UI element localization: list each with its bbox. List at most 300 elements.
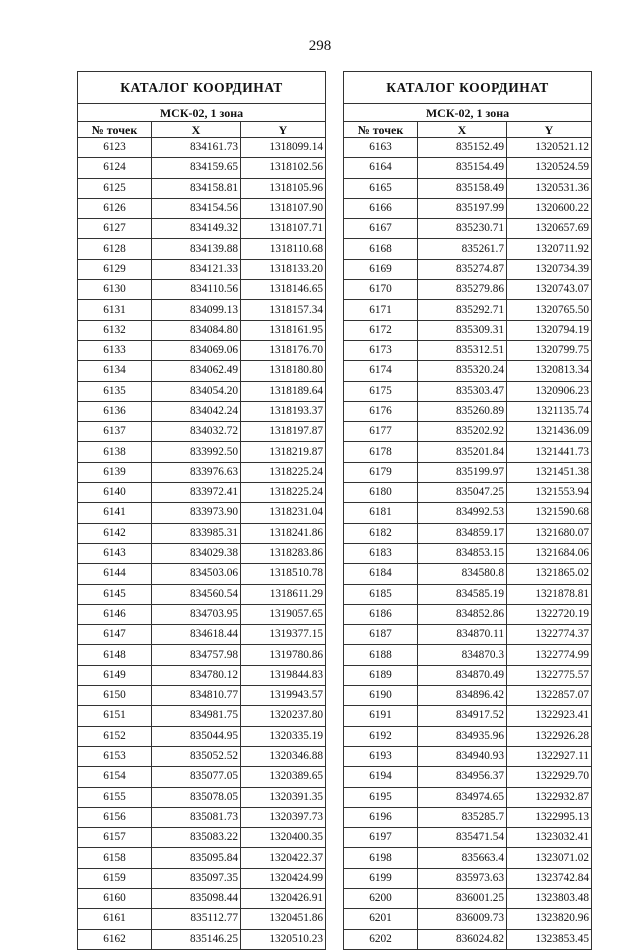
point-number-cell: 6173 [344, 340, 418, 360]
y-coordinate-cell: 1318176.70 [241, 340, 326, 360]
table-row [78, 523, 326, 543]
y-coordinate-cell: 1320397.73 [241, 807, 326, 827]
point-number-cell: 6129 [78, 259, 152, 279]
y-coordinate-cell: 1320510.23 [241, 929, 326, 949]
point-number-cell: 6192 [344, 726, 418, 746]
x-coordinate-cell: 834154.56 [152, 198, 241, 218]
table-row [344, 442, 592, 462]
table-row [78, 706, 326, 726]
catalog-zone: МСК-02, 1 зона [78, 104, 326, 122]
table-row [344, 462, 592, 482]
y-coordinate-cell: 1319943.57 [241, 686, 326, 706]
x-coordinate-cell: 833976.63 [152, 462, 241, 482]
x-coordinate-cell: 836009.73 [418, 909, 507, 929]
y-coordinate-cell: 1320391.35 [241, 787, 326, 807]
x-coordinate-cell: 835098.44 [152, 888, 241, 908]
table-row [344, 564, 592, 584]
point-number-cell: 6124 [78, 158, 152, 178]
y-coordinate-cell: 1321680.07 [507, 523, 592, 543]
table-row [344, 381, 592, 401]
y-coordinate-cell: 1320765.50 [507, 300, 592, 320]
y-coordinate-cell: 1322995.13 [507, 807, 592, 827]
table-row [344, 848, 592, 868]
table-row [78, 219, 326, 239]
y-coordinate-cell: 1323803.48 [507, 888, 592, 908]
table-row [78, 381, 326, 401]
x-coordinate-cell: 833972.41 [152, 483, 241, 503]
x-coordinate-cell: 835973.63 [418, 868, 507, 888]
table-row [78, 665, 326, 685]
y-coordinate-cell: 1320794.19 [507, 320, 592, 340]
point-number-cell: 6134 [78, 361, 152, 381]
table-body [344, 138, 592, 950]
table-row [78, 462, 326, 482]
y-coordinate-cell: 1320906.23 [507, 381, 592, 401]
point-number-cell: 6171 [344, 300, 418, 320]
table-row [78, 625, 326, 645]
table-row [78, 645, 326, 665]
point-number-cell: 6135 [78, 381, 152, 401]
x-coordinate-cell: 835230.71 [418, 219, 507, 239]
table-row [344, 929, 592, 949]
x-coordinate-cell: 834069.06 [152, 340, 241, 360]
table-row [78, 300, 326, 320]
point-number-cell: 6184 [344, 564, 418, 584]
table-row [344, 787, 592, 807]
point-number-cell: 6199 [344, 868, 418, 888]
point-number-cell: 6166 [344, 198, 418, 218]
x-coordinate-cell: 834560.54 [152, 584, 241, 604]
y-coordinate-cell: 1321684.06 [507, 543, 592, 563]
y-coordinate-cell: 1323071.02 [507, 848, 592, 868]
point-number-cell: 6151 [78, 706, 152, 726]
y-coordinate-cell: 1318219.87 [241, 442, 326, 462]
table-body [78, 138, 326, 950]
point-number-cell: 6172 [344, 320, 418, 340]
table-row [344, 198, 592, 218]
table-row [78, 320, 326, 340]
y-coordinate-cell: 1320600.22 [507, 198, 592, 218]
y-coordinate-cell: 1322932.87 [507, 787, 592, 807]
y-coordinate-cell: 1320743.07 [507, 280, 592, 300]
point-number-cell: 6127 [78, 219, 152, 239]
point-number-cell: 6196 [344, 807, 418, 827]
point-number-cell: 6180 [344, 483, 418, 503]
table-row [344, 543, 592, 563]
table-row [344, 239, 592, 259]
x-coordinate-cell: 835199.97 [418, 462, 507, 482]
y-coordinate-cell: 1323853.45 [507, 929, 592, 949]
x-coordinate-cell: 833973.90 [152, 503, 241, 523]
x-coordinate-cell: 835303.47 [418, 381, 507, 401]
table-row [344, 178, 592, 198]
y-coordinate-cell: 1318283.86 [241, 543, 326, 563]
x-coordinate-cell: 835292.71 [418, 300, 507, 320]
x-coordinate-cell: 835097.35 [152, 868, 241, 888]
table-row [344, 625, 592, 645]
column-header-point-number: № точек [78, 122, 152, 138]
point-number-cell: 6168 [344, 239, 418, 259]
table-row [78, 422, 326, 442]
point-number-cell: 6126 [78, 198, 152, 218]
point-number-cell: 6201 [344, 909, 418, 929]
point-number-cell: 6142 [78, 523, 152, 543]
point-number-cell: 6163 [344, 138, 418, 158]
table-row [344, 645, 592, 665]
point-number-cell: 6150 [78, 686, 152, 706]
y-coordinate-cell: 1320335.19 [241, 726, 326, 746]
y-coordinate-cell: 1321865.02 [507, 564, 592, 584]
point-number-cell: 6169 [344, 259, 418, 279]
table-row [78, 686, 326, 706]
table-row [344, 483, 592, 503]
x-coordinate-cell: 834956.37 [418, 767, 507, 787]
column-header-x: X [152, 122, 241, 138]
table-row [344, 909, 592, 929]
table-row [344, 665, 592, 685]
point-number-cell: 6185 [344, 584, 418, 604]
x-coordinate-cell: 835320.24 [418, 361, 507, 381]
y-coordinate-cell: 1320657.69 [507, 219, 592, 239]
point-number-cell: 6183 [344, 543, 418, 563]
table-row [78, 564, 326, 584]
point-number-cell: 6187 [344, 625, 418, 645]
y-coordinate-cell: 1322774.37 [507, 625, 592, 645]
y-coordinate-cell: 1318157.34 [241, 300, 326, 320]
y-coordinate-cell: 1321878.81 [507, 584, 592, 604]
table-row [78, 584, 326, 604]
x-coordinate-cell: 834042.24 [152, 401, 241, 421]
table-row [344, 828, 592, 848]
x-coordinate-cell: 834935.96 [418, 726, 507, 746]
x-coordinate-cell: 834159.65 [152, 158, 241, 178]
table-row [344, 706, 592, 726]
point-number-cell: 6144 [78, 564, 152, 584]
coordinate-catalog-table-left [77, 71, 326, 950]
table-row [78, 848, 326, 868]
x-coordinate-cell: 836024.82 [418, 929, 507, 949]
point-number-cell: 6182 [344, 523, 418, 543]
x-coordinate-cell: 835154.49 [418, 158, 507, 178]
x-coordinate-cell: 834896.42 [418, 686, 507, 706]
y-coordinate-cell: 1323742.84 [507, 868, 592, 888]
point-number-cell: 6141 [78, 503, 152, 523]
point-number-cell: 6160 [78, 888, 152, 908]
table-row [344, 868, 592, 888]
point-number-cell: 6125 [78, 178, 152, 198]
catalog-title: КАТАЛОГ КООРДИНАТ [78, 72, 326, 104]
point-number-cell: 6148 [78, 645, 152, 665]
y-coordinate-cell: 1323820.96 [507, 909, 592, 929]
table-row [78, 483, 326, 503]
point-number-cell: 6132 [78, 320, 152, 340]
point-number-cell: 6140 [78, 483, 152, 503]
x-coordinate-cell: 834852.86 [418, 604, 507, 624]
x-coordinate-cell: 835274.87 [418, 259, 507, 279]
x-coordinate-cell: 835052.52 [152, 746, 241, 766]
y-coordinate-cell: 1318180.80 [241, 361, 326, 381]
y-coordinate-cell: 1322923.41 [507, 706, 592, 726]
point-number-cell: 6123 [78, 138, 152, 158]
x-coordinate-cell: 835158.49 [418, 178, 507, 198]
point-number-cell: 6153 [78, 746, 152, 766]
table-row [344, 320, 592, 340]
table-row [78, 746, 326, 766]
point-number-cell: 6136 [78, 401, 152, 421]
y-coordinate-cell: 1318146.65 [241, 280, 326, 300]
point-number-cell: 6139 [78, 462, 152, 482]
point-number-cell: 6130 [78, 280, 152, 300]
y-coordinate-cell: 1322774.99 [507, 645, 592, 665]
x-coordinate-cell: 834029.38 [152, 543, 241, 563]
point-number-cell: 6152 [78, 726, 152, 746]
y-coordinate-cell: 1320424.99 [241, 868, 326, 888]
y-coordinate-cell: 1320521.12 [507, 138, 592, 158]
table-row [344, 888, 592, 908]
point-number-cell: 6162 [78, 929, 152, 949]
table-row [344, 503, 592, 523]
y-coordinate-cell: 1318225.24 [241, 483, 326, 503]
table-row [78, 909, 326, 929]
point-number-cell: 6197 [344, 828, 418, 848]
point-number-cell: 6149 [78, 665, 152, 685]
point-number-cell: 6194 [344, 767, 418, 787]
x-coordinate-cell: 835081.73 [152, 807, 241, 827]
table-row [344, 340, 592, 360]
coordinate-catalog-table-right [343, 71, 592, 950]
x-coordinate-cell: 834992.53 [418, 503, 507, 523]
x-coordinate-cell: 834870.49 [418, 665, 507, 685]
point-number-cell: 6164 [344, 158, 418, 178]
y-coordinate-cell: 1322929.70 [507, 767, 592, 787]
table-row [78, 259, 326, 279]
table-row [78, 543, 326, 563]
x-coordinate-cell: 835309.31 [418, 320, 507, 340]
table-row [344, 361, 592, 381]
x-coordinate-cell: 834853.15 [418, 543, 507, 563]
table-row [344, 259, 592, 279]
table-row [78, 828, 326, 848]
y-coordinate-cell: 1318197.87 [241, 422, 326, 442]
point-number-cell: 6200 [344, 888, 418, 908]
point-number-cell: 6147 [78, 625, 152, 645]
y-coordinate-cell: 1319780.86 [241, 645, 326, 665]
point-number-cell: 6158 [78, 848, 152, 868]
x-coordinate-cell: 834062.49 [152, 361, 241, 381]
x-coordinate-cell: 835112.77 [152, 909, 241, 929]
point-number-cell: 6170 [344, 280, 418, 300]
y-coordinate-cell: 1318225.24 [241, 462, 326, 482]
table-row [78, 401, 326, 421]
x-coordinate-cell: 835285.7 [418, 807, 507, 827]
point-number-cell: 6191 [344, 706, 418, 726]
table-row [78, 929, 326, 949]
y-coordinate-cell: 1320422.37 [241, 848, 326, 868]
y-coordinate-cell: 1322926.28 [507, 726, 592, 746]
column-header-y: Y [241, 122, 326, 138]
y-coordinate-cell: 1318161.95 [241, 320, 326, 340]
table-row [78, 726, 326, 746]
y-coordinate-cell: 1320531.36 [507, 178, 592, 198]
x-coordinate-cell: 834084.80 [152, 320, 241, 340]
table-row [78, 503, 326, 523]
point-number-cell: 6138 [78, 442, 152, 462]
page-number: 298 [308, 38, 332, 54]
y-coordinate-cell: 1318231.04 [241, 503, 326, 523]
point-number-cell: 6174 [344, 361, 418, 381]
x-coordinate-cell: 835663.4 [418, 848, 507, 868]
y-coordinate-cell: 1320734.39 [507, 259, 592, 279]
x-coordinate-cell: 835202.92 [418, 422, 507, 442]
table-row [78, 868, 326, 888]
table-row [344, 807, 592, 827]
point-number-cell: 6154 [78, 767, 152, 787]
y-coordinate-cell: 1318107.71 [241, 219, 326, 239]
y-coordinate-cell: 1320400.35 [241, 828, 326, 848]
x-coordinate-cell: 835152.49 [418, 138, 507, 158]
table-row [344, 584, 592, 604]
table-row [344, 138, 592, 158]
y-coordinate-cell: 1321436.09 [507, 422, 592, 442]
x-coordinate-cell: 835471.54 [418, 828, 507, 848]
x-coordinate-cell: 835077.05 [152, 767, 241, 787]
y-coordinate-cell: 1321451.38 [507, 462, 592, 482]
table-row [78, 888, 326, 908]
table-row [78, 178, 326, 198]
point-number-cell: 6146 [78, 604, 152, 624]
point-number-cell: 6178 [344, 442, 418, 462]
y-coordinate-cell: 1318107.90 [241, 198, 326, 218]
y-coordinate-cell: 1319844.83 [241, 665, 326, 685]
x-coordinate-cell: 834158.81 [152, 178, 241, 198]
y-coordinate-cell: 1321441.73 [507, 442, 592, 462]
point-number-cell: 6143 [78, 543, 152, 563]
table-row [344, 219, 592, 239]
y-coordinate-cell: 1318099.14 [241, 138, 326, 158]
x-coordinate-cell: 834110.56 [152, 280, 241, 300]
point-number-cell: 6165 [344, 178, 418, 198]
x-coordinate-cell: 835261.7 [418, 239, 507, 259]
catalog-zone: МСК-02, 1 зона [344, 104, 592, 122]
point-number-cell: 6137 [78, 422, 152, 442]
x-coordinate-cell: 834981.75 [152, 706, 241, 726]
x-coordinate-cell: 835146.25 [152, 929, 241, 949]
y-coordinate-cell: 1320711.92 [507, 239, 592, 259]
table-row [344, 686, 592, 706]
point-number-cell: 6156 [78, 807, 152, 827]
x-coordinate-cell: 835201.84 [418, 442, 507, 462]
point-number-cell: 6188 [344, 645, 418, 665]
x-coordinate-cell: 834139.88 [152, 239, 241, 259]
x-coordinate-cell: 835279.86 [418, 280, 507, 300]
x-coordinate-cell: 834054.20 [152, 381, 241, 401]
x-coordinate-cell: 835197.99 [418, 198, 507, 218]
y-coordinate-cell: 1320524.59 [507, 158, 592, 178]
point-number-cell: 6161 [78, 909, 152, 929]
x-coordinate-cell: 834099.13 [152, 300, 241, 320]
y-coordinate-cell: 1320237.80 [241, 706, 326, 726]
table-row [78, 198, 326, 218]
x-coordinate-cell: 834161.73 [152, 138, 241, 158]
x-coordinate-cell: 834121.33 [152, 259, 241, 279]
y-coordinate-cell: 1321590.68 [507, 503, 592, 523]
table-row [78, 138, 326, 158]
x-coordinate-cell: 834870.11 [418, 625, 507, 645]
x-coordinate-cell: 835312.51 [418, 340, 507, 360]
y-coordinate-cell: 1322775.57 [507, 665, 592, 685]
x-coordinate-cell: 835260.89 [418, 401, 507, 421]
x-coordinate-cell: 835044.95 [152, 726, 241, 746]
point-number-cell: 6145 [78, 584, 152, 604]
table-row [344, 523, 592, 543]
point-number-cell: 6131 [78, 300, 152, 320]
x-coordinate-cell: 834859.17 [418, 523, 507, 543]
table-row [344, 401, 592, 421]
table-row [78, 807, 326, 827]
point-number-cell: 6181 [344, 503, 418, 523]
point-number-cell: 6167 [344, 219, 418, 239]
x-coordinate-cell: 833985.31 [152, 523, 241, 543]
y-coordinate-cell: 1319057.65 [241, 604, 326, 624]
y-coordinate-cell: 1322927.11 [507, 746, 592, 766]
y-coordinate-cell: 1320799.75 [507, 340, 592, 360]
y-coordinate-cell: 1321135.74 [507, 401, 592, 421]
x-coordinate-cell: 834149.32 [152, 219, 241, 239]
y-coordinate-cell: 1323032.41 [507, 828, 592, 848]
x-coordinate-cell: 836001.25 [418, 888, 507, 908]
x-coordinate-cell: 834032.72 [152, 422, 241, 442]
y-coordinate-cell: 1318102.56 [241, 158, 326, 178]
table-row [78, 787, 326, 807]
x-coordinate-cell: 834810.77 [152, 686, 241, 706]
x-coordinate-cell: 834503.06 [152, 564, 241, 584]
y-coordinate-cell: 1318241.86 [241, 523, 326, 543]
point-number-cell: 6175 [344, 381, 418, 401]
table-row [78, 604, 326, 624]
column-header-y: Y [507, 122, 592, 138]
point-number-cell: 6176 [344, 401, 418, 421]
point-number-cell: 6198 [344, 848, 418, 868]
column-header-point-number: № точек [344, 122, 418, 138]
x-coordinate-cell: 834585.19 [418, 584, 507, 604]
point-number-cell: 6155 [78, 787, 152, 807]
point-number-cell: 6128 [78, 239, 152, 259]
y-coordinate-cell: 1318193.37 [241, 401, 326, 421]
point-number-cell: 6202 [344, 929, 418, 949]
point-number-cell: 6190 [344, 686, 418, 706]
y-coordinate-cell: 1318110.68 [241, 239, 326, 259]
table-row [344, 604, 592, 624]
table-row [78, 340, 326, 360]
x-coordinate-cell: 834580.8 [418, 564, 507, 584]
x-coordinate-cell: 835047.25 [418, 483, 507, 503]
table-row [344, 300, 592, 320]
table-row [78, 158, 326, 178]
y-coordinate-cell: 1318133.20 [241, 259, 326, 279]
y-coordinate-cell: 1320451.86 [241, 909, 326, 929]
y-coordinate-cell: 1322720.19 [507, 604, 592, 624]
x-coordinate-cell: 834703.95 [152, 604, 241, 624]
x-coordinate-cell: 834917.52 [418, 706, 507, 726]
table-row [78, 239, 326, 259]
column-header-x: X [418, 122, 507, 138]
table-row [344, 158, 592, 178]
table-row [78, 361, 326, 381]
y-coordinate-cell: 1318510.78 [241, 564, 326, 584]
y-coordinate-cell: 1319377.15 [241, 625, 326, 645]
point-number-cell: 6195 [344, 787, 418, 807]
x-coordinate-cell: 834618.44 [152, 625, 241, 645]
